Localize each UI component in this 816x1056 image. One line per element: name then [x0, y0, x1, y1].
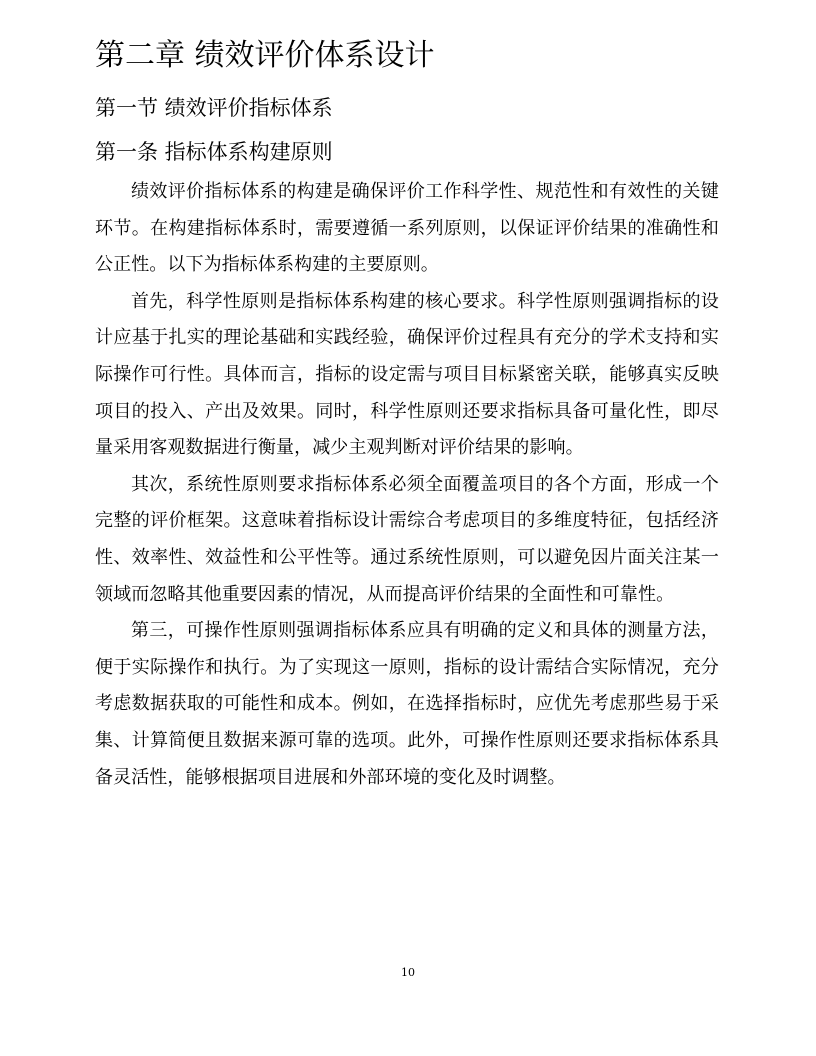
page-number: 10	[401, 966, 415, 979]
paragraph-systematic-principle: 其次，系统性原则要求指标体系必须全面覆盖项目的各个方面，形成一个完整的评价框架。这意味着指标设计需综合考虑项目的多维度特征，包括经济性、效率性、效益性和公平性等。通过系统性原则，可以避免因片面关注某一领域而忽略其他重要因素的情况，从而提高评价结果的全面性和可靠性。	[95, 473, 719, 605]
body-text	[95, 174, 719, 796]
section-title: 第一节 绩效评价指标体系	[95, 96, 333, 120]
chapter-title: 第二章 绩效评价体系设计	[95, 38, 435, 73]
paragraph-intro: 绩效评价指标体系的构建是确保评价工作科学性、规范性和有效性的关键环节。在构建指标体系时，需要遵循一系列原则，以保证评价结果的准确性和公正性。以下为指标体系构建的主要原则。	[95, 181, 719, 276]
article-title: 第一条 指标体系构建原则	[95, 140, 333, 164]
paragraph-scientific-principle: 首先，科学性原则是指标体系构建的核心要求。科学性原则强调指标的设计应基于扎实的理论基础和实践经验，确保评价过程具有充分的学术支持和实际操作可行性。具体而言，指标的设定需与项目目标紧密关联，能够真实反映项目的投入、产出及效果。同时，科学性原则还要求指标具备可量化性，即尽量采用客观数据进行衡量，减少主观判断对评价结果的影响。	[95, 290, 719, 459]
paragraph-operability-principle: 第三，可操作性原则强调指标体系应具有明确的定义和具体的测量方法，便于实际操作和执行。为了实现这一原则，指标的设计需结合实际情况，充分考虑数据获取的可能性和成本。例如，在选择指标时，应优先考虑那些易于采集、计算简便且数据来源可靠的选项。此外，可操作性原则还要求指标体系具备灵活性，能够根据项目进展和外部环境的变化及时调整。	[95, 620, 719, 788]
